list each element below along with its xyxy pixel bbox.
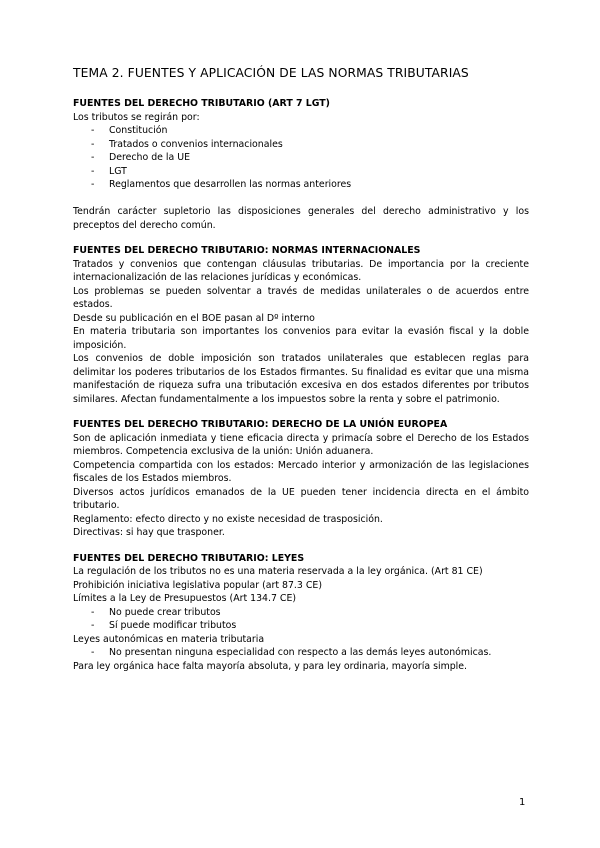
paragraph: Diversos actos jurídicos emanados de la UE pueden tener incidencia directa en el ámbito tributario.	[73, 486, 529, 511]
document-title: TEMA 2. FUENTES Y APLICACIÓN DE LAS NORMAS TRIBUTARIAS	[73, 66, 469, 80]
sources-list	[73, 124, 529, 192]
paragraph: Desde su publicación en el BOE pasan al Dº interno	[73, 312, 315, 324]
paragraph: Tratados y convenios que contengan cláusulas tributarias. De importancia por la creciente internacionalización de las relaciones jurídicas y económicas.	[73, 258, 529, 283]
section-derecho-union-europea	[73, 418, 529, 540]
section-leyes	[73, 552, 529, 674]
list-item: - Sí puede modificar tributos	[91, 620, 237, 631]
paragraph: Leyes autonómicas en materia tributaria	[73, 633, 265, 645]
paragraph: Los problemas se pueden solventar a través de medidas unilaterales o de acuerdos entre estados.	[73, 285, 529, 310]
section-intro: Los tributos se regirán por:	[73, 111, 200, 123]
page-number: 1	[519, 797, 526, 808]
list-item: - Constitución	[91, 125, 168, 136]
paragraph: Prohibición iniciativa legislativa popular (art 87.3 CE)	[73, 579, 322, 591]
paragraph: Reglamento: efecto directo y no existe necesidad de trasposición.	[73, 513, 383, 525]
paragraph: Límites a la Ley de Presupuestos (Art 134.7 CE)	[73, 593, 297, 604]
section-heading: FUENTES DEL DERECHO TRIBUTARIO (ART 7 LGT)	[73, 98, 330, 109]
list-item: - No presentan ninguna especialidad con respecto a las demás leyes autonómicas.	[91, 647, 492, 658]
paragraph: Los convenios de doble imposición son tratados unilaterales que establecen reglas para delimitar los poderes tributarios de los Estados firmantes. Su finalidad es evitar que una misma manifestación de riqueza sufra una tributación excesiva en dos estados diferentes por tributos similares. Afectan fundamentalmente a los impuestos sobre la renta y sobre el patrimonio.	[73, 353, 529, 405]
paragraph: Competencia compartida con los estados: Mercado interior y armonización de las legislaciones fiscales de los Estados miembros.	[73, 459, 529, 484]
list-item: - Reglamentos que desarrollen las normas anteriores	[91, 179, 352, 190]
paragraph: Tendrán carácter supletorio las disposiciones generales del derecho administrativo y los preceptos del derecho común.	[73, 206, 529, 231]
section-heading: FUENTES DEL DERECHO TRIBUTARIO: NORMAS INTERNACIONALES	[73, 245, 421, 256]
section-fuentes-derecho-tributario	[73, 97, 529, 232]
list-item: - LGT	[91, 165, 127, 177]
budget-law-list	[73, 606, 529, 633]
paragraph: Para ley orgánica hace falta mayoría absoluta, y para ley ordinaria, mayoría simple.	[73, 660, 468, 672]
paragraph: Son de aplicación inmediata y tiene eficacia directa y primacía sobre el Derecho de los Estados miembros. Competencia exclusiva de la unión: Unión aduanera.	[73, 432, 529, 457]
section-heading: FUENTES DEL DERECHO TRIBUTARIO: LEYES	[73, 552, 305, 564]
list-item: - No puede crear tributos	[91, 606, 221, 618]
paragraph: Directivas: si hay que trasponer.	[73, 527, 225, 538]
list-item: - Tratados o convenios internacionales	[91, 138, 283, 150]
section-normas-internacionales	[73, 244, 529, 406]
section-heading: FUENTES DEL DERECHO TRIBUTARIO: DERECHO DE LA UNIÓN EUROPEA	[73, 419, 448, 430]
document-page	[73, 66, 529, 685]
list-item: - Derecho de la UE	[91, 152, 191, 163]
paragraph: En materia tributaria son importantes los convenios para evitar la evasión fiscal y la doble imposición.	[73, 326, 529, 351]
paragraph: La regulación de los tributos no es una materia reservada a la ley orgánica. (Art 81 CE)	[73, 566, 483, 577]
regional-law-list	[73, 646, 529, 660]
